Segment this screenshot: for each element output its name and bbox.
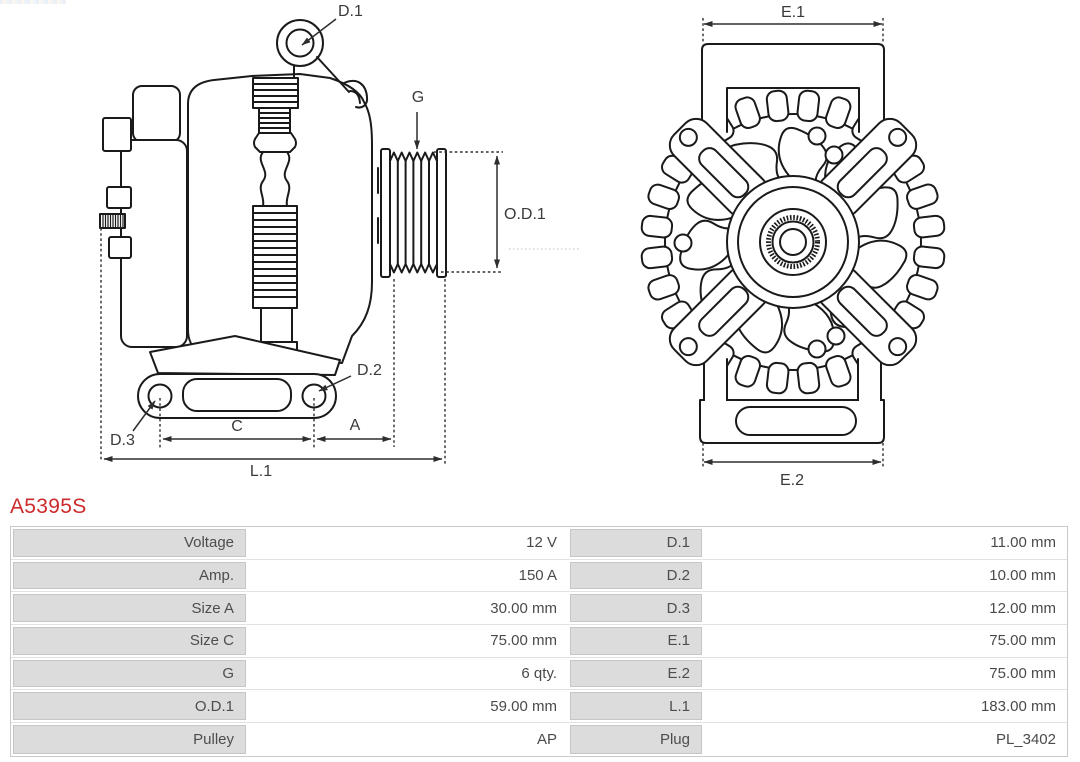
part-number[interactable]: A5395S [10, 495, 87, 518]
spec-row [11, 592, 1067, 625]
spec-row [11, 625, 1067, 658]
dim-label-d1: D.1 [338, 3, 363, 20]
bolt-hole [828, 328, 845, 345]
spec-row [11, 527, 1067, 560]
spec-label: O.D.1 [13, 692, 246, 720]
pulley-flange-left [381, 149, 390, 277]
spec-row [11, 723, 1067, 756]
spec-label: G [13, 660, 246, 688]
spec-label: D.3 [570, 594, 702, 622]
bottom-bracket-leg-right [859, 359, 880, 402]
dim-label-g: G [411, 89, 425, 106]
dim-label-c: C [231, 418, 243, 435]
spec-label: Amp. [13, 562, 246, 590]
bottom-bracket-leg-left [705, 359, 726, 402]
spec-label: Voltage [13, 529, 246, 557]
spec-value: 75.00 mm [490, 632, 557, 650]
top-ear-outer [277, 20, 323, 66]
spec-value: 12 V [526, 534, 557, 552]
spec-value: 11.00 mm [990, 534, 1056, 552]
spec-value: 59.00 mm [490, 697, 557, 715]
connector-hatch [103, 214, 123, 228]
dim-label-l1: L.1 [249, 463, 273, 480]
spec-row [11, 658, 1067, 691]
bolt-hole [809, 128, 826, 145]
terminal-block [103, 118, 131, 151]
top-bracket [702, 44, 884, 88]
spec-label: E.1 [570, 627, 702, 655]
spec-table [10, 526, 1068, 757]
spec-label: Plug [570, 725, 702, 754]
terminal-lug [107, 187, 131, 208]
bottom-bracket-slot [736, 407, 856, 435]
spec-value: 10.00 mm [989, 567, 1056, 585]
bolt-hole [809, 341, 826, 358]
spec-label: Size C [13, 627, 246, 655]
terminal-stud [109, 237, 131, 258]
dim-label-a: A [349, 417, 361, 434]
bolt-hole [675, 235, 692, 252]
spec-row [11, 690, 1067, 723]
rear-cover-top [133, 86, 180, 142]
spec-label: D.2 [570, 562, 702, 590]
dim-label-e2: E.2 [779, 472, 805, 489]
spec-value: 12.00 mm [989, 599, 1056, 617]
dim-label-od1: O.D.1 [504, 206, 546, 223]
spec-value: 183.00 mm [980, 697, 1056, 715]
side-view-drawing [100, 3, 580, 480]
pulley-flange-right [437, 149, 446, 277]
dim-label-d3: D.3 [110, 432, 135, 449]
spec-value: 150 A [518, 567, 557, 585]
pulley-grooves-top [390, 153, 437, 162]
spec-label: D.1 [570, 529, 702, 557]
bolt-hole [826, 147, 843, 164]
pulley-ribs [390, 161, 437, 264]
spec-value: AP [536, 730, 557, 748]
front-view-drawing [641, 4, 945, 489]
spec-label: L.1 [570, 692, 702, 720]
spec-label: Pulley [13, 725, 246, 754]
spec-value: 75.00 mm [989, 632, 1056, 650]
spec-value: 6 qty. [521, 665, 557, 683]
spec-value: 75.00 mm [989, 665, 1056, 683]
pulley-face-outer [727, 176, 859, 308]
dim-label-d2: D.2 [357, 362, 382, 379]
spec-value: PL_3402 [995, 730, 1056, 748]
pulley-grooves-bottom [390, 264, 437, 273]
spec-label: E.2 [570, 660, 702, 688]
spec-row [11, 560, 1067, 593]
dim-label-e1: E.1 [780, 4, 806, 21]
spec-label: Size A [13, 594, 246, 622]
spec-value: 30.00 mm [490, 599, 557, 617]
